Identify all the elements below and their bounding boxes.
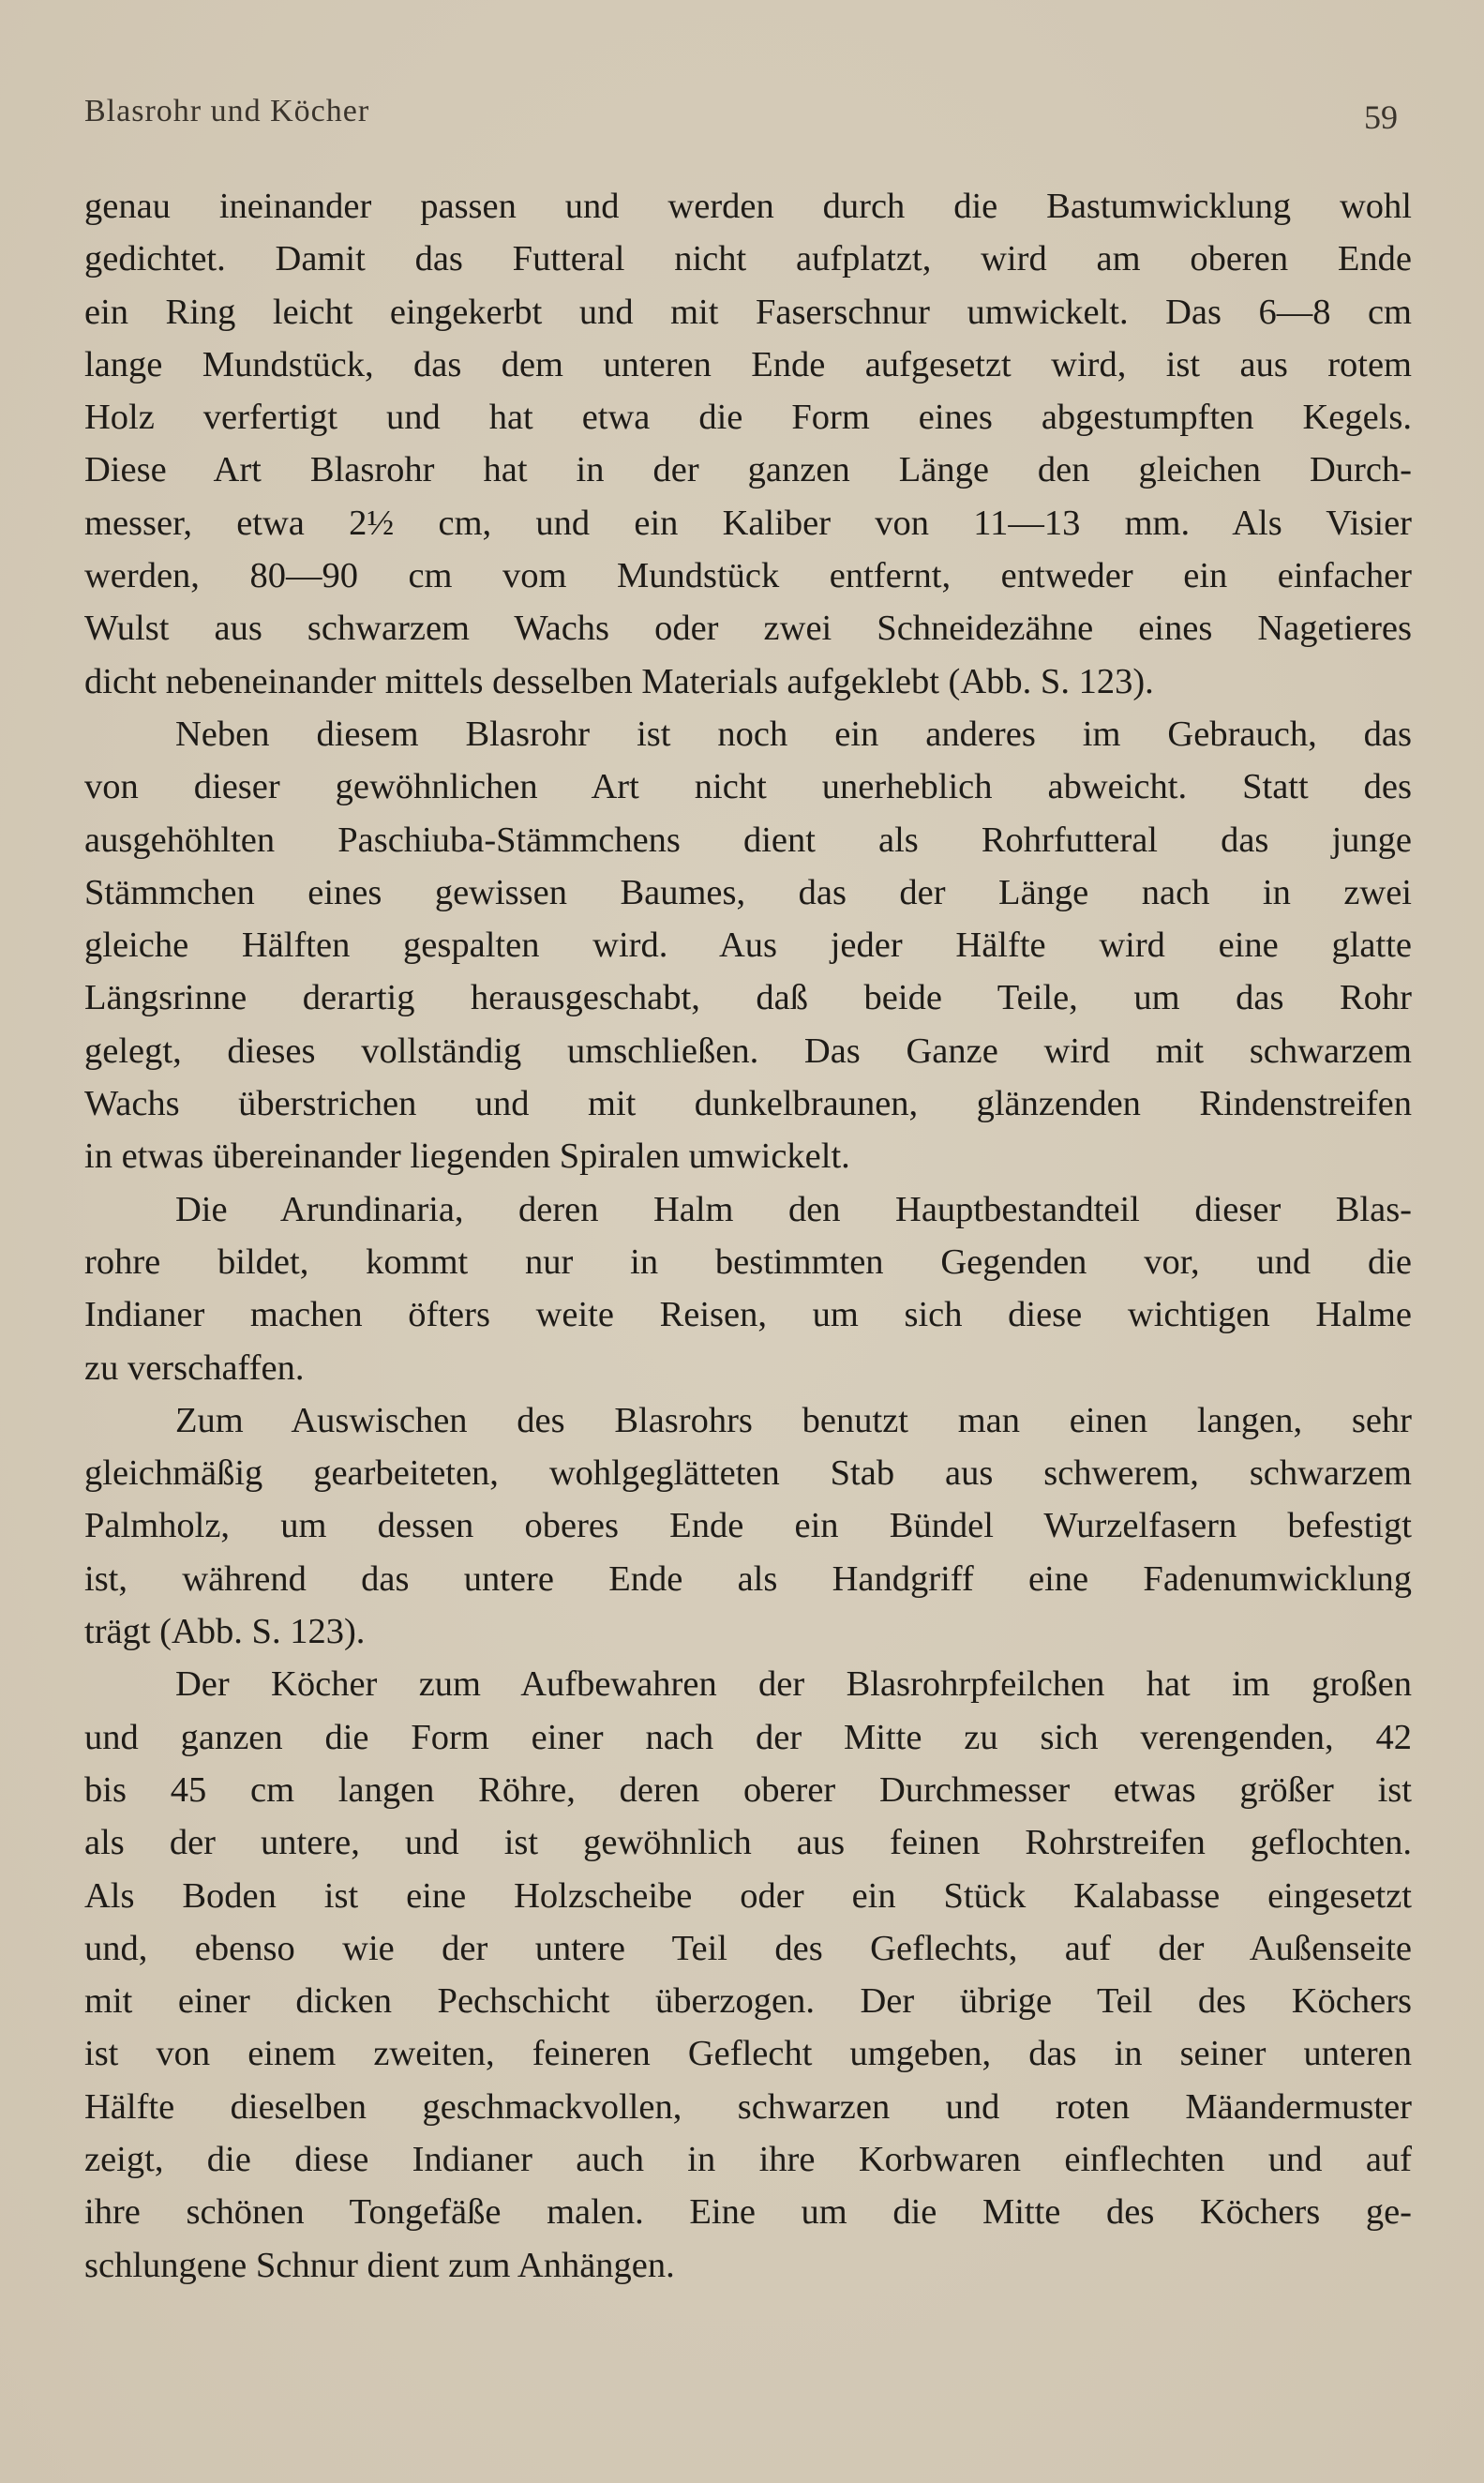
text-line: Wachs überstrichen und mit dunkelbraunen, glänzenden Rindenstreifen bbox=[84, 1084, 1412, 1124]
paragraph-1 bbox=[84, 180, 1412, 708]
text-line: gelegt, dieses vollständig umschließen. Das Ganze wird mit schwarzem bbox=[84, 1031, 1412, 1071]
text-line: gleichmäßig gearbeiteten, wohlgeglätteten Stab aus schwerem, schwarzem bbox=[84, 1453, 1412, 1494]
text-line: Der Köcher zum Aufbewahren der Blasrohrpfeilchen hat im großen bbox=[175, 1664, 1412, 1705]
text-line: Zum Auswischen des Blasrohrs benutzt man einen langen, sehr bbox=[175, 1400, 1412, 1440]
text-line: ist, während das untere Ende als Handgriff eine Fadenumwicklung bbox=[84, 1558, 1412, 1599]
text-line: schlungene Schnur dient zum Anhängen. bbox=[84, 2245, 675, 2285]
text-line: Wulst aus schwarzem Wachs oder zwei Schneidezähne eines Nagetieres bbox=[84, 609, 1412, 649]
text-line: als der untere, und ist gewöhnlich aus feinen Rohrstreifen geflochten. bbox=[84, 1823, 1412, 1863]
paragraph-3 bbox=[84, 1183, 1412, 1394]
text-line: ihre schönen Tongefäße malen. Eine um die Mitte des Köchers ge- bbox=[84, 2192, 1412, 2233]
text-line: Palmholz, um dessen oberes Ende ein Bündel Wurzelfasern befestigt bbox=[84, 1506, 1412, 1546]
running-head: Blasrohr und Köcher bbox=[84, 94, 370, 128]
text-line: trägt (Abb. S. 123). bbox=[84, 1612, 366, 1652]
body-text bbox=[84, 180, 1412, 2292]
text-line: zu verschaffen. bbox=[84, 1347, 305, 1388]
text-line: Holz verfertigt und hat etwa die Form eines abgestumpften Kegels. bbox=[84, 398, 1412, 438]
text-line: dicht nebeneinander mittels desselben Materials aufgeklebt (Abb. S. 123). bbox=[84, 661, 1154, 701]
text-line: Stämmchen eines gewissen Baumes, das der Länge nach in zwei bbox=[84, 872, 1412, 912]
text-line: Diese Art Blasrohr hat in der ganzen Länge den gleichen Durch- bbox=[84, 450, 1412, 490]
paragraph-5 bbox=[84, 1658, 1412, 2292]
text-line: Indianer machen öfters weite Reisen, um sich diese wichtigen Halme bbox=[84, 1295, 1412, 1335]
text-line: von dieser gewöhnlichen Art nicht unerheblich abweicht. Statt des bbox=[84, 767, 1412, 807]
text-line: Hälfte dieselben geschmackvollen, schwarzen und roten Mäandermuster bbox=[84, 2086, 1412, 2127]
text-line: gedichtet. Damit das Futteral nicht aufplatzt, wird am oberen Ende bbox=[84, 239, 1412, 279]
text-line: Längsrinne derartig herausgeschabt, daß beide Teile, um das Rohr bbox=[84, 978, 1412, 1018]
text-line: bis 45 cm langen Röhre, deren oberer Durchmesser etwas größer ist bbox=[84, 1769, 1412, 1810]
text-line: gleiche Hälften gespalten wird. Aus jeder Hälfte wird eine glatte bbox=[84, 925, 1412, 966]
paragraph-2 bbox=[84, 708, 1412, 1183]
text-line: lange Mundstück, das dem unteren Ende aufgesetzt wird, ist aus rotem bbox=[84, 344, 1412, 384]
text-line: messer, etwa 2½ cm, und ein Kaliber von 11—13 mm. Als Visier bbox=[84, 503, 1412, 543]
text-line: ausgehöhlten Paschiuba-Stämmchens dient als Rohrfutteral das junge bbox=[84, 820, 1412, 860]
text-line: Als Boden ist eine Holzscheibe oder ein Stück Kalabasse eingesetzt bbox=[84, 1875, 1412, 1916]
page-number: 59 bbox=[1364, 98, 1398, 136]
text-line: genau ineinander passen und werden durch die Bastumwicklung wohl bbox=[84, 187, 1412, 226]
text-line: rohre bildet, kommt nur in bestimmten Gegenden vor, und die bbox=[84, 1242, 1412, 1282]
text-line: und ganzen die Form einer nach der Mitte zu sich verengenden, 42 bbox=[84, 1717, 1412, 1757]
paragraph-4 bbox=[84, 1394, 1412, 1658]
text-line: zeigt, die diese Indianer auch in ihre Korbwaren einflechten und auf bbox=[84, 2139, 1412, 2179]
text-line: ist von einem zweiten, feineren Geflecht umgeben, das in seiner unteren bbox=[84, 2034, 1412, 2074]
text-line: mit einer dicken Pechschicht überzogen. Der übrige Teil des Köchers bbox=[84, 1981, 1412, 2022]
text-line: Die Arundinaria, deren Halm den Hauptbestandteil dieser Blas- bbox=[175, 1189, 1412, 1229]
text-line: Neben diesem Blasrohr ist noch ein anderes im Gebrauch, das bbox=[175, 714, 1412, 754]
text-line: werden, 80—90 cm vom Mundstück entfernt, entweder ein einfacher bbox=[84, 556, 1412, 596]
text-line: in etwas übereinander liegenden Spiralen umwickelt. bbox=[84, 1136, 850, 1177]
text-line: und, ebenso wie der untere Teil des Geflechts, auf der Außenseite bbox=[84, 1928, 1412, 1968]
text-line: ein Ring leicht eingekerbt und mit Faserschnur umwickelt. Das 6—8 cm bbox=[84, 292, 1412, 332]
